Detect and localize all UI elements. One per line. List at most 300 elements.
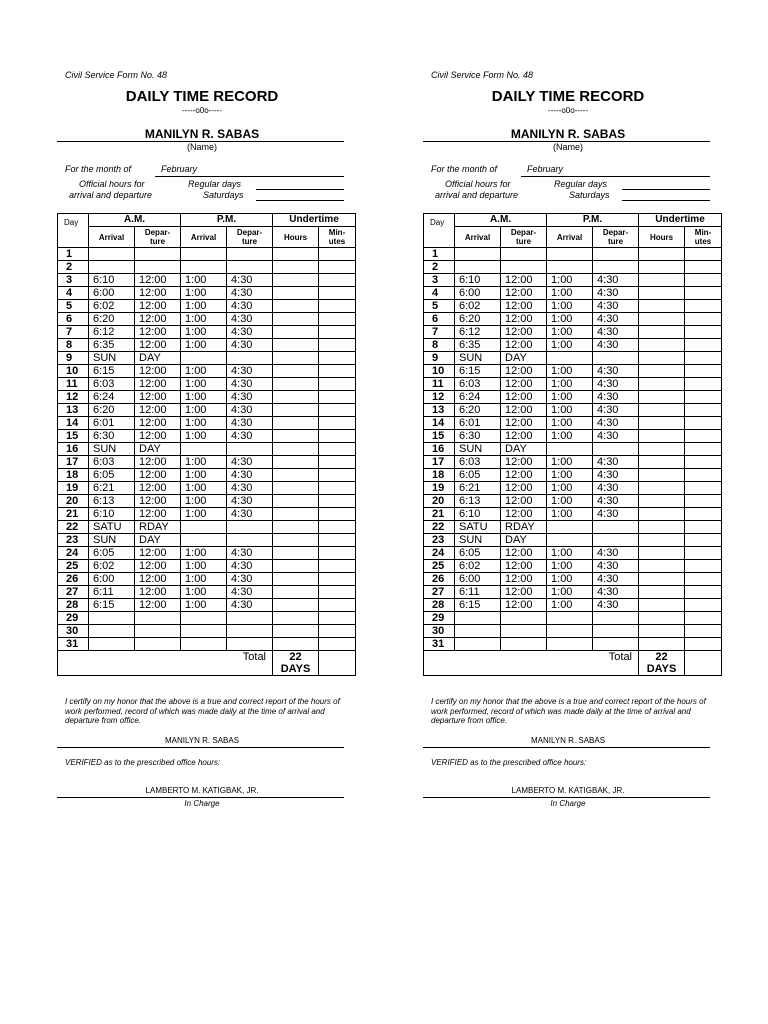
undertime-minutes-cell [319,378,356,391]
pm-departure-cell: 4:30 [227,482,273,495]
undertime-minutes-cell [685,521,722,534]
am-arrival-cell: 6:20 [455,313,501,326]
undertime-hours-cell [273,430,319,443]
undertime-hours-cell [273,573,319,586]
day-number: 30 [424,625,455,638]
undertime-minutes-cell [319,508,356,521]
day-row [58,547,356,560]
day-number: 17 [424,456,455,469]
day-row [58,469,356,482]
pm-arrival-cell: 1:00 [181,573,227,586]
day-row [58,352,356,365]
undertime-hours-cell [273,508,319,521]
pm-departure-cell: 4:30 [593,417,639,430]
am-arrival-cell: 6:03 [89,378,135,391]
am-departure-cell: 12:00 [135,287,181,300]
day-number: 6 [58,313,89,326]
am-departure-cell: 12:00 [501,573,547,586]
am-arrival-cell: 6:12 [455,326,501,339]
undertime-hours-cell [273,534,319,547]
pm-departure-cell: 4:30 [227,495,273,508]
day-number: 20 [424,495,455,508]
day-row [424,339,722,352]
pm-departure-cell: 4:30 [227,365,273,378]
am-departure-header: Depar- ture [501,227,547,248]
day-number: 25 [58,560,89,573]
undertime-minutes-cell [319,482,356,495]
am-departure-cell: RDAY [135,521,181,534]
undertime-minutes-cell [319,300,356,313]
am-arrival-cell: 6:15 [455,599,501,612]
pm-arrival-cell: 1:00 [181,391,227,404]
undertime-minutes-cell [685,274,722,287]
am-arrival-cell: 6:13 [89,495,135,508]
day-number: 15 [424,430,455,443]
am-departure-cell: 12:00 [135,469,181,482]
pm-departure-cell [593,534,639,547]
am-departure-cell: 12:00 [501,586,547,599]
day-number: 1 [58,248,89,261]
undertime-hours-cell [639,534,685,547]
undertime-minutes-cell [319,612,356,625]
day-number: 31 [424,638,455,651]
am-arrival-cell: 6:20 [89,313,135,326]
am-departure-cell: 12:00 [501,300,547,313]
day-row [58,599,356,612]
day-rows [424,248,722,651]
undertime-hours-cell [639,508,685,521]
pm-arrival-cell: 1:00 [547,586,593,599]
pm-arrival-cell: 1:00 [181,365,227,378]
day-row [424,638,722,651]
undertime-hours-cell [273,352,319,365]
am-departure-cell: 12:00 [501,274,547,287]
pm-departure-cell [227,248,273,261]
pm-departure-cell: 4:30 [593,378,639,391]
undertime-minutes-cell [319,404,356,417]
undertime-minutes-cell [685,443,722,456]
pm-arrival-cell: 1:00 [547,495,593,508]
day-row [424,352,722,365]
day-row [58,300,356,313]
undertime-minutes-cell [319,365,356,378]
pm-arrival-cell: 1:00 [547,508,593,521]
verified-text: VERIFIED as to the prescribed office hours: [65,758,221,767]
am-arrival-cell [455,638,501,651]
pm-departure-cell [227,443,273,456]
undertime-hours-cell [273,261,319,274]
undertime-hours-cell [273,339,319,352]
undertime-minutes-cell [319,638,356,651]
day-number: 21 [424,508,455,521]
pm-arrival-cell: 1:00 [547,573,593,586]
undertime-minutes-cell [685,560,722,573]
pm-arrival-cell: 1:00 [181,495,227,508]
am-departure-cell: 12:00 [501,378,547,391]
am-departure-cell: RDAY [501,521,547,534]
official-hours-label: Official hours for [445,179,511,189]
undertime-hours-cell [273,625,319,638]
pm-arrival-cell: 1:00 [181,547,227,560]
hours-header: Hours [639,227,685,248]
am-arrival-cell: 6:21 [455,482,501,495]
undertime-minutes-cell [685,326,722,339]
total-value: 22 DAYS [639,651,685,676]
pm-departure-cell: 4:30 [227,274,273,287]
form-title: DAILY TIME RECORD [125,88,279,105]
am-departure-cell: 12:00 [135,417,181,430]
day-row [58,326,356,339]
undertime-hours-cell [273,404,319,417]
undertime-minutes-cell [319,261,356,274]
undertime-hours-cell [273,391,319,404]
undertime-hours-cell [639,456,685,469]
pm-departure-cell: 4:30 [593,430,639,443]
pm-departure-cell [227,625,273,638]
pm-arrival-cell: 1:00 [181,378,227,391]
day-number: 8 [58,339,89,352]
undertime-hours-cell [273,521,319,534]
pm-departure-cell: 4:30 [227,560,273,573]
pm-departure-cell: 4:30 [227,391,273,404]
day-number: 13 [424,404,455,417]
undertime-hours-cell [639,365,685,378]
day-number: 10 [424,365,455,378]
am-arrival-cell [455,248,501,261]
pm-arrival-cell: 1:00 [547,599,593,612]
saturdays-underline [622,200,710,201]
am-arrival-cell: SUN [455,352,501,365]
pm-departure-cell: 4:30 [593,339,639,352]
am-departure-cell: 12:00 [501,287,547,300]
day-number: 11 [58,378,89,391]
pm-arrival-cell: 1:00 [547,547,593,560]
undertime-minutes-cell [685,599,722,612]
am-arrival-cell: 6:05 [455,547,501,560]
undertime-hours-cell [639,521,685,534]
undertime-minutes-cell [319,326,356,339]
am-departure-header: Depar- ture [135,227,181,248]
day-number: 4 [424,287,455,300]
pm-arrival-cell: 1:00 [181,560,227,573]
pm-arrival-cell: 1:00 [181,274,227,287]
am-departure-cell [135,625,181,638]
am-arrival-cell: 6:01 [89,417,135,430]
pm-arrival-cell [181,612,227,625]
undertime-hours-cell [639,443,685,456]
day-number: 27 [424,586,455,599]
am-arrival-cell: SATU [89,521,135,534]
undertime-minutes-cell [685,534,722,547]
day-row [424,547,722,560]
am-departure-cell: 12:00 [501,469,547,482]
am-departure-cell: 12:00 [501,326,547,339]
undertime-minutes-cell [685,456,722,469]
day-number: 31 [58,638,89,651]
pm-arrival-cell: 1:00 [547,430,593,443]
am-departure-cell: 12:00 [501,482,547,495]
day-row [58,339,356,352]
pm-departure-cell [593,443,639,456]
pm-arrival-cell [547,261,593,274]
am-departure-cell: 12:00 [501,365,547,378]
pm-arrival-cell: 1:00 [181,404,227,417]
day-row [424,248,722,261]
undertime-hours-cell [273,365,319,378]
undertime-minutes-cell [319,391,356,404]
undertime-minutes-cell [685,378,722,391]
pm-arrival-cell [547,443,593,456]
am-arrival-cell: 6:10 [455,508,501,521]
am-arrival-cell [89,248,135,261]
time-record-table [57,213,356,676]
undertime-minutes-cell [685,612,722,625]
am-arrival-cell [455,612,501,625]
am-arrival-cell: 6:00 [89,573,135,586]
undertime-minutes-cell [685,495,722,508]
day-row [424,443,722,456]
pm-departure-cell: 4:30 [227,378,273,391]
day-number: 26 [424,573,455,586]
pm-departure-cell [593,352,639,365]
month-underline [521,176,710,177]
undertime-hours-cell [273,547,319,560]
pm-arrival-header: Arrival [181,227,227,248]
am-departure-cell [501,248,547,261]
day-number: 4 [58,287,89,300]
day-row [58,521,356,534]
undertime-minutes-cell [319,534,356,547]
day-header: Day [424,214,455,248]
day-number: 3 [424,274,455,287]
am-arrival-cell [455,261,501,274]
day-number: 24 [424,547,455,560]
total-row [424,651,722,676]
day-number: 21 [58,508,89,521]
day-row [58,560,356,573]
am-departure-cell: DAY [135,352,181,365]
undertime-hours-cell [639,313,685,326]
undertime-minutes-cell [685,404,722,417]
day-number: 28 [58,599,89,612]
time-record-table [423,213,722,676]
am-departure-cell: 12:00 [501,430,547,443]
form-subtitle: -----o0o----- [548,106,588,115]
undertime-minutes-cell [685,508,722,521]
pm-arrival-cell [547,352,593,365]
day-number: 25 [424,560,455,573]
day-number: 12 [424,391,455,404]
regular-days-label: Regular days [188,179,242,189]
am-departure-cell: 12:00 [135,508,181,521]
undertime-hours-cell [273,495,319,508]
undertime-hours-cell [273,469,319,482]
am-departure-cell: 12:00 [135,339,181,352]
signature-line [57,747,344,748]
am-arrival-cell: 6:30 [455,430,501,443]
pm-departure-cell: 4:30 [227,573,273,586]
day-row [58,456,356,469]
am-arrival-cell [89,625,135,638]
pm-arrival-cell [181,352,227,365]
day-row [424,573,722,586]
am-arrival-cell: SUN [89,443,135,456]
undertime-hours-cell [639,599,685,612]
am-departure-cell: 12:00 [135,482,181,495]
pm-departure-cell: 4:30 [227,339,273,352]
am-arrival-cell: 6:03 [455,378,501,391]
pm-departure-cell [227,612,273,625]
am-arrival-header: Arrival [89,227,135,248]
day-number: 3 [58,274,89,287]
am-departure-cell: 12:00 [135,599,181,612]
pm-departure-cell: 4:30 [227,469,273,482]
am-departure-cell: DAY [501,352,547,365]
day-row [424,404,722,417]
day-number: 6 [424,313,455,326]
day-row [424,521,722,534]
day-row [424,586,722,599]
undertime-hours-cell [273,313,319,326]
am-departure-cell: 12:00 [135,300,181,313]
pm-arrival-cell [547,625,593,638]
undertime-minutes-cell [685,287,722,300]
day-number: 20 [58,495,89,508]
header-row-2 [424,227,722,248]
am-departure-cell: 12:00 [135,573,181,586]
pm-departure-cell: 4:30 [593,391,639,404]
day-row [58,274,356,287]
am-departure-cell: 12:00 [501,339,547,352]
pm-arrival-cell: 1:00 [181,287,227,300]
pm-arrival-cell: 1:00 [547,391,593,404]
form-number: Civil Service Form No. 48 [65,70,168,80]
pm-departure-cell: 4:30 [227,508,273,521]
certification-text: I certify on my honor that the above is a true and correct report of the hours of work performed, record of which was made daily at the time of arrival and departure from office. [65,697,340,725]
day-row [424,391,722,404]
day-number: 19 [58,482,89,495]
month-value: February [527,164,564,174]
undertime-hours-cell [639,430,685,443]
am-arrival-cell: 6:05 [455,469,501,482]
am-arrival-cell: 6:03 [455,456,501,469]
pm-arrival-cell [547,534,593,547]
pm-arrival-cell [547,521,593,534]
day-row [58,534,356,547]
undertime-minutes-cell [685,430,722,443]
pm-arrival-cell: 1:00 [181,300,227,313]
pm-departure-cell [593,612,639,625]
pm-departure-cell [227,521,273,534]
day-row [424,560,722,573]
day-row [424,612,722,625]
month-value: February [161,164,198,174]
pm-arrival-cell [547,612,593,625]
pm-header: P.M. [181,214,273,227]
day-row [58,443,356,456]
am-departure-cell: 12:00 [135,404,181,417]
pm-departure-cell: 4:30 [227,547,273,560]
am-arrival-cell: 6:11 [89,586,135,599]
day-number: 22 [424,521,455,534]
total-minutes [319,651,356,676]
day-number: 18 [424,469,455,482]
pm-arrival-cell: 1:00 [181,508,227,521]
am-departure-cell: 12:00 [135,560,181,573]
name-label: (Name) [186,142,217,152]
pm-arrival-cell: 1:00 [547,417,593,430]
pm-arrival-cell: 1:00 [181,430,227,443]
am-arrival-cell [455,625,501,638]
pm-departure-cell: 4:30 [593,300,639,313]
undertime-minutes-cell [685,391,722,404]
day-number: 14 [424,417,455,430]
pm-arrival-cell: 1:00 [547,274,593,287]
header-row-1 [424,214,722,227]
am-departure-cell [501,625,547,638]
total-value: 22 DAYS [273,651,319,676]
undertime-hours-cell [273,287,319,300]
am-arrival-cell: 6:24 [455,391,501,404]
saturdays-label: Saturdays [203,190,244,200]
pm-departure-cell: 4:30 [593,404,639,417]
day-row [58,365,356,378]
day-number: 2 [424,261,455,274]
am-arrival-cell: 6:02 [455,300,501,313]
undertime-hours-cell [273,482,319,495]
regular-days-label: Regular days [554,179,608,189]
form-title: DAILY TIME RECORD [491,88,645,105]
pm-departure-cell: 4:30 [227,313,273,326]
pm-arrival-cell: 1:00 [181,599,227,612]
in-charge-name: LAMBERTO M. KATIGBAK, JR. [145,786,259,795]
pm-departure-cell: 4:30 [593,508,639,521]
pm-departure-cell: 4:30 [593,573,639,586]
day-row [424,495,722,508]
pm-arrival-cell: 1:00 [181,326,227,339]
pm-arrival-cell: 1:00 [547,339,593,352]
day-row [424,313,722,326]
am-departure-cell: 12:00 [501,391,547,404]
am-arrival-cell [89,612,135,625]
undertime-hours-cell [273,326,319,339]
pm-departure-cell: 4:30 [227,326,273,339]
employee-signature-name: MANILYN R. SABAS [530,736,606,745]
undertime-minutes-cell [319,352,356,365]
day-row [58,404,356,417]
undertime-hours-cell [273,248,319,261]
undertime-hours-cell [639,274,685,287]
undertime-minutes-cell [319,287,356,300]
am-departure-cell [501,261,547,274]
am-arrival-cell: 6:20 [89,404,135,417]
am-departure-cell: 12:00 [501,313,547,326]
undertime-hours-cell [273,300,319,313]
certification-text: I certify on my honor that the above is a true and correct report of the hours of work performed, record of which was made daily at the time of arrival and departure from office. [431,697,706,725]
in-charge-line [57,797,344,798]
am-departure-cell: 12:00 [135,274,181,287]
am-departure-cell: 12:00 [501,508,547,521]
day-number: 2 [58,261,89,274]
employee-name: MANILYN R. SABAS [144,127,260,141]
day-row [58,508,356,521]
undertime-minutes-cell [319,521,356,534]
am-arrival-cell: 6:15 [455,365,501,378]
day-number: 16 [58,443,89,456]
undertime-hours-cell [273,456,319,469]
undertime-minutes-cell [319,547,356,560]
pm-departure-cell: 4:30 [593,560,639,573]
